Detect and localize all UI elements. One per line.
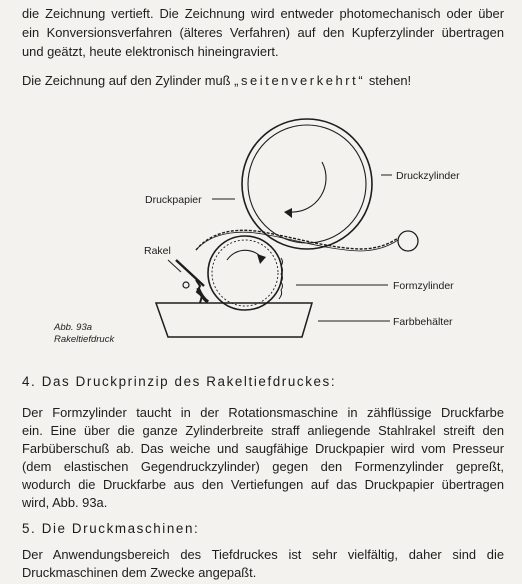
- druckpapier-drawing: [196, 230, 418, 251]
- section-5-line-1: Der Anwendungsbereich des Tiefdruckes ist sehr vielfältig, daher sind die: [22, 547, 504, 562]
- section-4-heading: 4. Das Druckprinzip des Rakeltiefdruckes:: [22, 374, 337, 389]
- label-druckpapier: Druckpapier: [145, 194, 202, 206]
- druckzylinder-drawing: [242, 119, 372, 249]
- intro-line-3: und geätzt, heute elektronisch hineingraviert.: [22, 44, 279, 59]
- intro-rule: [22, 72, 504, 91]
- label-farbbehaelter: Farbbehälter: [393, 316, 453, 328]
- caption-title: Rakeltiefdruck: [54, 334, 115, 345]
- intro-line-2: ein Konversionsverfahren (älteres Verfahren) auf den Kupferzylinder übertragen: [22, 25, 504, 40]
- section-4-line-3: Farbüberschuß ab. Das weiche und saugfähige Druckpapier wird vom Presseur: [22, 441, 504, 456]
- rule-prefix: Die Zeichnung auf den Zylinder muß: [22, 73, 235, 88]
- section-5-line-2: Druckmaschinen dem Zwecke angepaßt.: [22, 565, 257, 580]
- section-4-line-4: (dem elastischen Gegendruckzylinder) gegen den Formenzylinder gepreßt,: [22, 459, 504, 474]
- section-4-line-6: wird, Abb. 93a.: [22, 495, 108, 510]
- section-4-line-5: wodurch die Druckfarbe aus den Vertiefungen auf das Druckpapier übertragen: [22, 477, 504, 492]
- label-formzylinder: Formzylinder: [393, 280, 454, 292]
- intro-line-1: die Zeichnung vertieft. Die Zeichnung wird entweder photomechanisch oder über: [22, 6, 504, 21]
- section-5-heading: 5. Die Druckmaschinen:: [22, 521, 200, 536]
- label-druckzylinder: Druckzylinder: [396, 170, 460, 182]
- figure-rakeltiefdruck: [0, 108, 522, 352]
- rule-suffix: stehen!: [365, 73, 412, 88]
- rakel-drawing: [176, 260, 208, 303]
- rule-emphasis: „seitenverkehrt“: [234, 73, 366, 88]
- section-4-line-1: Der Formzylinder taucht in der Rotationsmaschine in zähflüssige Druckfarbe: [22, 405, 504, 420]
- formzylinder-drawing: [208, 236, 283, 310]
- section-4-line-2: ein. Eine über die ganze Zylinderbreite straff anliegende Stahlrakel streift den: [22, 423, 504, 438]
- caption-number: Abb. 93a: [54, 322, 93, 333]
- label-rakel: Rakel: [144, 245, 171, 257]
